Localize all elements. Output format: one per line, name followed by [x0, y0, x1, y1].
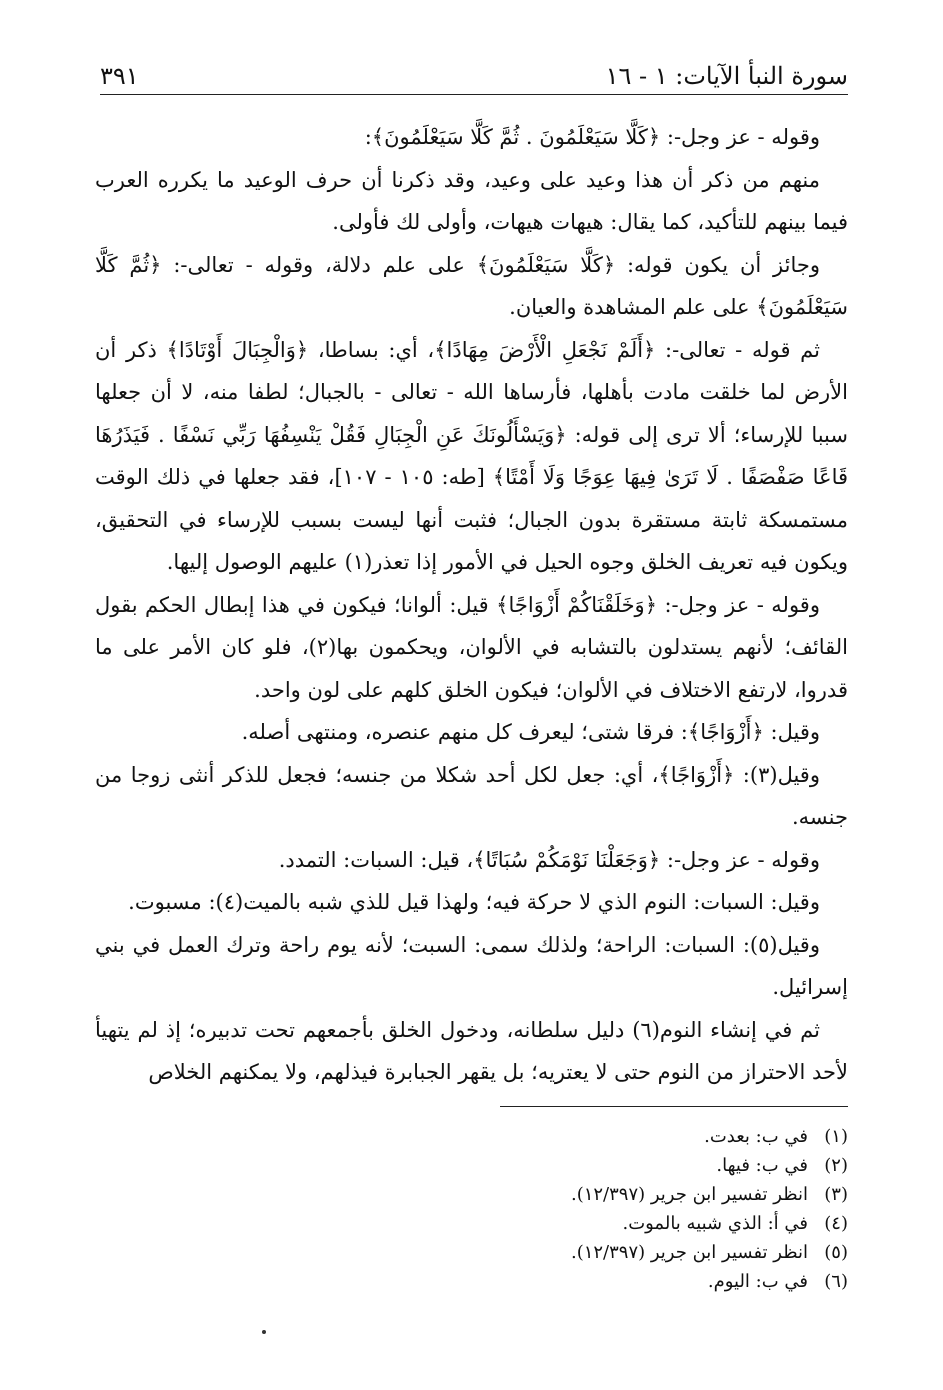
footnote-text: في ب: بعدت. — [704, 1126, 808, 1147]
footnotes — [300, 1122, 848, 1296]
footnote-text: انظر تفسير ابن جرير (١٢/٣٩٧). — [570, 1242, 808, 1263]
paragraph: وجائز أن يكون قوله: ﴿كَلَّا سَيَعْلَمُونَ﴾ على علم دلالة، وقوله - تعالى-: ﴿ثُمَّ كَلَّا سَيَعْلَمُونَ﴾ على علم المشاهدة والعيان. — [95, 252, 848, 319]
footnote — [300, 1180, 848, 1209]
paragraph: وقوله - عز وجل-: ﴿وَجَعَلْنَا نَوْمَكُمْ سُبَاتًا﴾، قيل: السبات: التمدد. — [278, 847, 820, 872]
footnote-text: في ب: فيها. — [716, 1155, 808, 1176]
footnote — [300, 1267, 848, 1296]
footnote — [300, 1122, 848, 1151]
footnote-number: (٤) — [824, 1213, 848, 1234]
footnote-number: (١) — [824, 1126, 848, 1147]
page-number: ٣٩١ — [100, 62, 139, 90]
footnote — [300, 1238, 848, 1267]
footnote-divider — [500, 1106, 848, 1107]
footnote-number: (٥) — [824, 1242, 848, 1263]
footnote-text: في ب: اليوم. — [707, 1271, 808, 1292]
paragraph: وقيل: السبات: النوم الذي لا حركة فيه؛ ولهذا قيل للذي شبه بالميت(٤): مسبوت. — [128, 890, 820, 914]
footnote-text: انظر تفسير ابن جرير (١٢/٣٩٧). — [570, 1184, 808, 1205]
paragraph: وقوله - عز وجل-: ﴿كَلَّا سَيَعْلَمُونَ . ثُمَّ كَلَّا سَيَعْلَمُونَ﴾: — [364, 125, 820, 149]
paragraph: ثم قوله - تعالى-: ﴿أَلَمْ نَجْعَلِ الْأَرْضَ مِهَادًا﴾، أي: بساطا، ﴿وَالْجِبَالَ أَوْتَادًا﴾ ذكر أن الأرض لما خلقت مادت بأهلها، فأرساها الله - تعالى - بالجبال؛ لطفا منه، لا أن جعلها سببا للإرساء؛ ألا ترى إلى قوله: ﴿وَيَسْأَلُونَكَ عَنِ الْجِبَالِ فَقُلْ يَنْسِفُهَا رَبِّي نَسْفًا . فَيَذَرُهَا قَاعًا صَفْصَفًا . لَا تَرَىٰ فِيهَا عِوَجًا وَلَا أَمْتًا﴾ [طه: ١٠٥ - ١٠٧]، فقد جعلها في ذلك الوقت مستمسكة ثابتة مستقرة بدون الجبال؛ فثبت أنها ليست بسبب للإرساء في التحقيق، ويكون فيه تعريف الخلق وجوه الحيل في الأمور إذا تعذر(١) عليهم الوصول إليها. — [95, 337, 849, 574]
paragraph: وقوله - عز وجل-: ﴿وَخَلَقْنَاكُمْ أَزْوَاجًا﴾ قيل: ألوانا؛ فيكون في هذا إبطال الحكم بقول القائف؛ لأنهم يستدلون بالتشابه في الألوان، ويحكمون بها(٢)، فلو كان الأمر على ما قدروا، لارتفع الاختلاف في الألوان؛ فيكون الخلق كلهم على لون واحد. — [95, 592, 848, 702]
paragraph: ثم في إنشاء النوم(٦) دليل سلطانه، ودخول الخلق بأجمعهم تحت تدبيره؛ إذ لم يتهيأ لأحد الاحتراز من النوم حتى لا يعتريه؛ بل يقهر الجبابرة فيذلهم، ولا يمكنهم الخلاص — [95, 1017, 848, 1084]
paragraph: وقيل: ﴿أَزْوَاجًا﴾: فرقا شتى؛ ليعرف كل منهم عنصره، ومنتهى أصله. — [241, 720, 820, 744]
footnote-number: (٦) — [824, 1271, 848, 1292]
paragraph: منهم من ذكر أن هذا وعيد على وعيد، وقد ذكرنا أن حرف الوعيد ما يكرره العرب فيما بينهم للتأكيد، كما يقال: هيهات هيهات، وأولى لك فأولى. — [95, 167, 848, 234]
paragraph: وقيل(٥): السبات: الراحة؛ ولذلك سمى: السبت؛ لأنه يوم راحة وترك العمل في بني إسرائيل. — [95, 932, 848, 999]
footnote — [300, 1151, 848, 1180]
page-header — [100, 58, 848, 95]
running-title: سورة النبأ الآيات: ١ - ١٦ — [605, 62, 848, 90]
footnote — [300, 1209, 848, 1238]
main-text — [95, 116, 848, 1094]
footnote-number: (٣) — [824, 1184, 848, 1205]
footnote-text: في أ: الذي شبيه بالموت. — [622, 1213, 808, 1234]
footnote-number: (٢) — [824, 1155, 848, 1176]
paragraph: وقيل(٣): ﴿أَزْوَاجًا﴾، أي: جعل لكل أحد شكلا من جنسه؛ فجعل للذكر أنثى زوجا من جنسه. — [95, 762, 848, 829]
print-speck — [262, 1330, 266, 1334]
